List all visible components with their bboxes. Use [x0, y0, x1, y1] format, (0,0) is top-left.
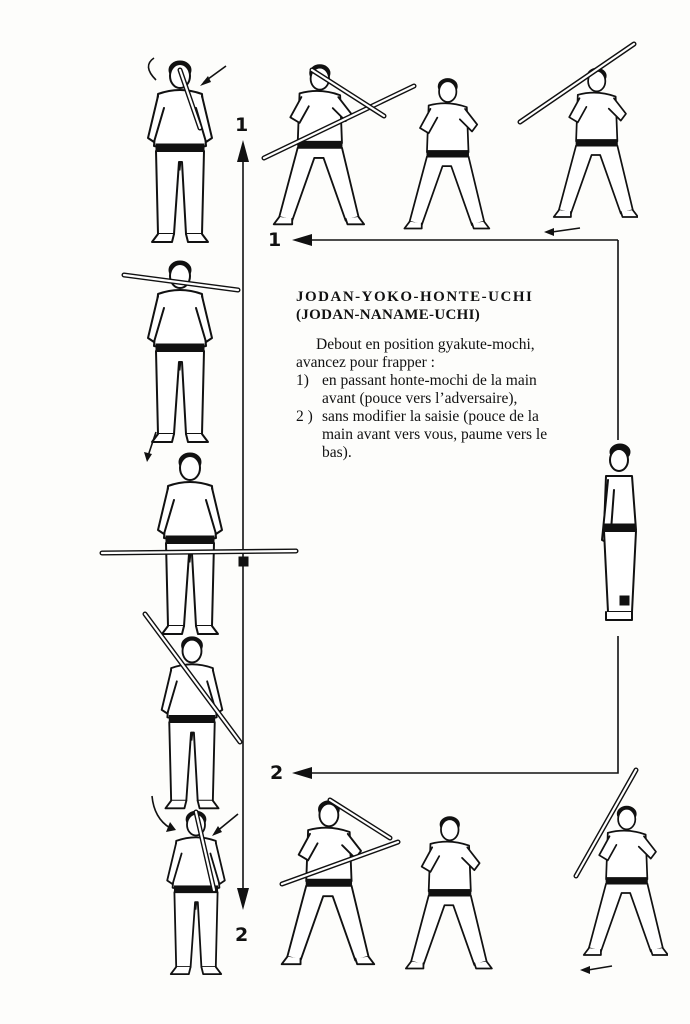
- pair-top: [264, 65, 489, 229]
- step-text: en passant honte-mochi de la main avant (pouce vers l’adversaire),: [322, 372, 537, 407]
- figure-bottom-right: [576, 770, 668, 974]
- marker-left-top: 1: [235, 114, 249, 136]
- marker-arrow-1: 1: [268, 229, 282, 251]
- figure-left-5: [152, 796, 238, 974]
- marker-left-bottom: 2: [235, 924, 249, 946]
- figure-top-right: [520, 44, 638, 236]
- technique-title: JODAN-YOKO-HONTE-UCHI: [296, 289, 534, 305]
- figure-left-3: [102, 453, 296, 634]
- marker-arrow-2: 2: [270, 762, 284, 784]
- step-number: 2 ): [296, 408, 313, 425]
- step-number: 1): [296, 372, 309, 389]
- technique-description: [296, 288, 576, 462]
- step-item: [296, 408, 576, 462]
- pair-bottom: [282, 800, 492, 968]
- figure-left-4: [145, 614, 240, 808]
- figure-left-1: [148, 58, 226, 242]
- step-text: sans modifier la saisie (pouce de la main avant vers vous, paume vers le bas).: [322, 408, 548, 461]
- step-item: [296, 372, 576, 408]
- figure-right-standing: [602, 444, 636, 620]
- figure-left-2: [124, 261, 238, 462]
- technique-subtitle: (JODAN-NANAME-UCHI): [296, 307, 481, 323]
- technique-intro: Debout en position gyakute-mochi, avancez pour frapper :: [296, 336, 535, 371]
